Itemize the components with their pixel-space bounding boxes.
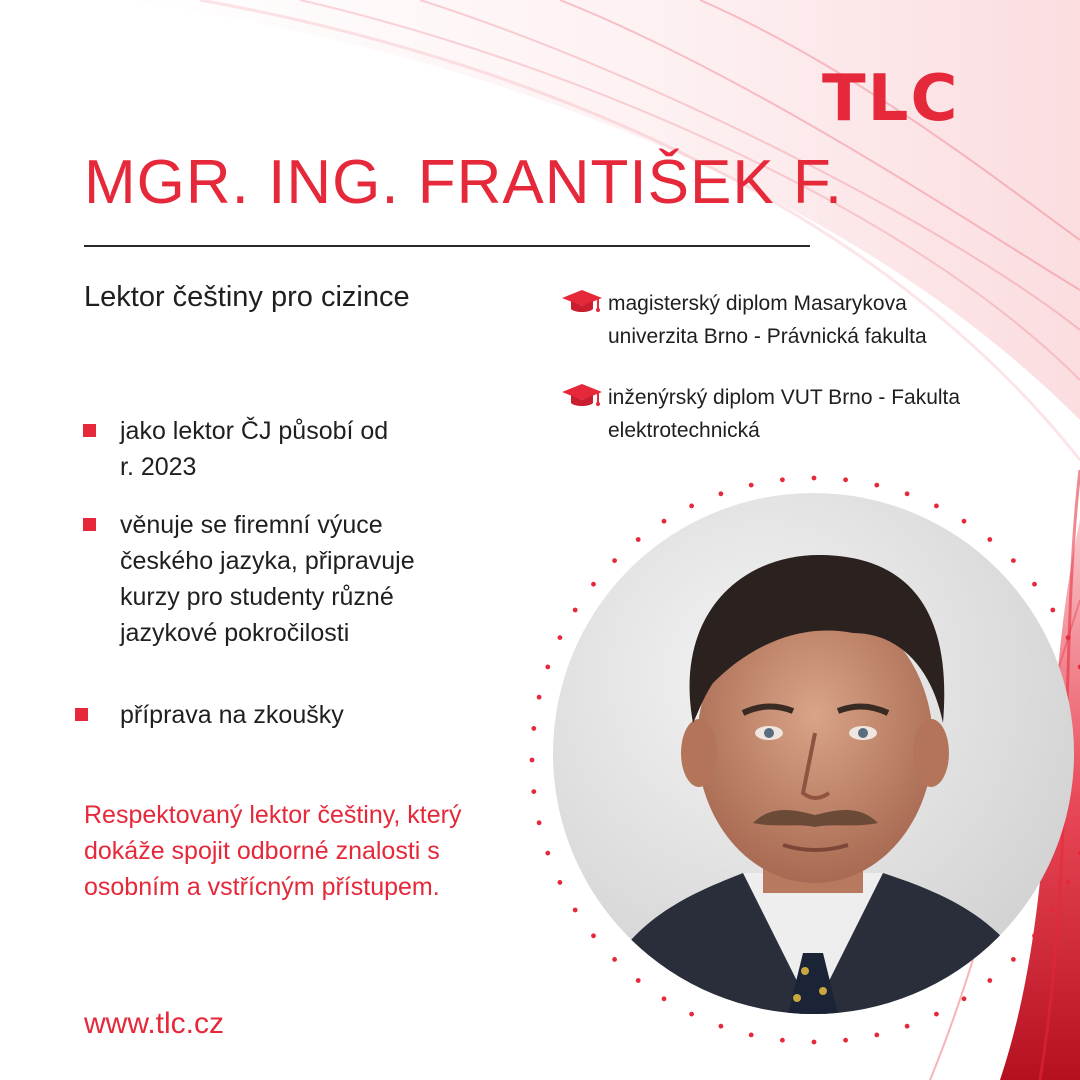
bullet-square-icon xyxy=(83,424,96,437)
graduation-cap-icon xyxy=(560,383,604,409)
ring-dot xyxy=(1032,933,1037,938)
ring-dot xyxy=(612,957,617,962)
ring-dot xyxy=(1050,908,1055,913)
ring-dot xyxy=(636,537,641,542)
portrait-illustration xyxy=(553,493,1074,1014)
ring-dot xyxy=(780,1038,785,1043)
ring-dot xyxy=(573,608,578,613)
ring-dot xyxy=(1011,558,1016,563)
bullet-text: věnuje se firemní výuce českého jazyka, připravuje kurzy pro studenty různé jazykové pokročilosti xyxy=(120,511,415,647)
ring-dot xyxy=(537,695,542,700)
ring-dot xyxy=(962,996,967,1001)
ring-dot xyxy=(874,483,879,488)
ring-dot xyxy=(545,665,550,670)
role-subtitle: Lektor češtiny pro cizince xyxy=(84,281,410,313)
ring-dot xyxy=(531,789,536,794)
ring-dot xyxy=(719,1024,724,1029)
ring-dot xyxy=(962,519,967,524)
ring-dot xyxy=(530,758,535,763)
ring-dot xyxy=(636,978,641,983)
bullet-text: příprava na zkoušky xyxy=(120,701,344,729)
ring-dot xyxy=(662,996,667,1001)
ring-dot xyxy=(749,1033,754,1038)
portrait-photo xyxy=(553,493,1074,1014)
tlc-logo-text: TLC xyxy=(822,62,960,136)
ring-dot xyxy=(905,491,910,496)
ring-dot xyxy=(591,582,596,587)
ring-dot xyxy=(689,504,694,509)
graduation-cap-icon xyxy=(560,289,604,315)
ring-dot xyxy=(905,1024,910,1029)
ring-dot xyxy=(662,519,667,524)
ring-dot xyxy=(987,537,992,542)
ring-dot xyxy=(934,1012,939,1017)
tlc-logo xyxy=(822,62,1002,140)
ring-dot xyxy=(1050,608,1055,613)
ring-dot xyxy=(843,1038,848,1043)
ring-dot xyxy=(531,726,536,731)
ring-dot xyxy=(537,820,542,825)
ring-dot xyxy=(689,1012,694,1017)
ring-dot xyxy=(874,1033,879,1038)
ring-dot xyxy=(558,880,563,885)
website-link[interactable]: www.tlc.cz xyxy=(84,1007,225,1040)
ring-dot xyxy=(987,978,992,983)
ring-dot xyxy=(573,908,578,913)
ring-dot xyxy=(1011,957,1016,962)
ring-dot xyxy=(749,483,754,488)
page-title: MGR. ING. FRANTIŠEK F. xyxy=(84,148,844,217)
ring-dot xyxy=(1066,880,1071,885)
ring-dot xyxy=(1066,635,1071,640)
ring-dot xyxy=(812,1040,817,1045)
tagline: Respektovaný lektor češtiny, který dokáže spojit odborné znalosti s osobním a vstřícným přístupem. xyxy=(84,801,462,901)
bullet-square-icon xyxy=(75,708,88,721)
ring-dot xyxy=(545,851,550,856)
title-divider xyxy=(84,245,810,247)
bullet-square-icon xyxy=(83,518,96,531)
ring-dot xyxy=(558,635,563,640)
education-text: magisterský diplom Masarykova univerzita Brno - Právnická fakulta xyxy=(608,292,927,348)
ring-dot xyxy=(934,504,939,509)
ring-dot xyxy=(812,476,817,481)
ring-dot xyxy=(1032,582,1037,587)
education-text: inženýrský diplom VUT Brno - Fakulta elektrotechnická xyxy=(608,386,961,442)
ring-dot xyxy=(612,558,617,563)
ring-dot xyxy=(780,477,785,482)
ring-dot xyxy=(591,933,596,938)
ring-dot xyxy=(719,491,724,496)
bullet-text: jako lektor ČJ působí od r. 2023 xyxy=(120,417,389,481)
ring-dot xyxy=(843,477,848,482)
